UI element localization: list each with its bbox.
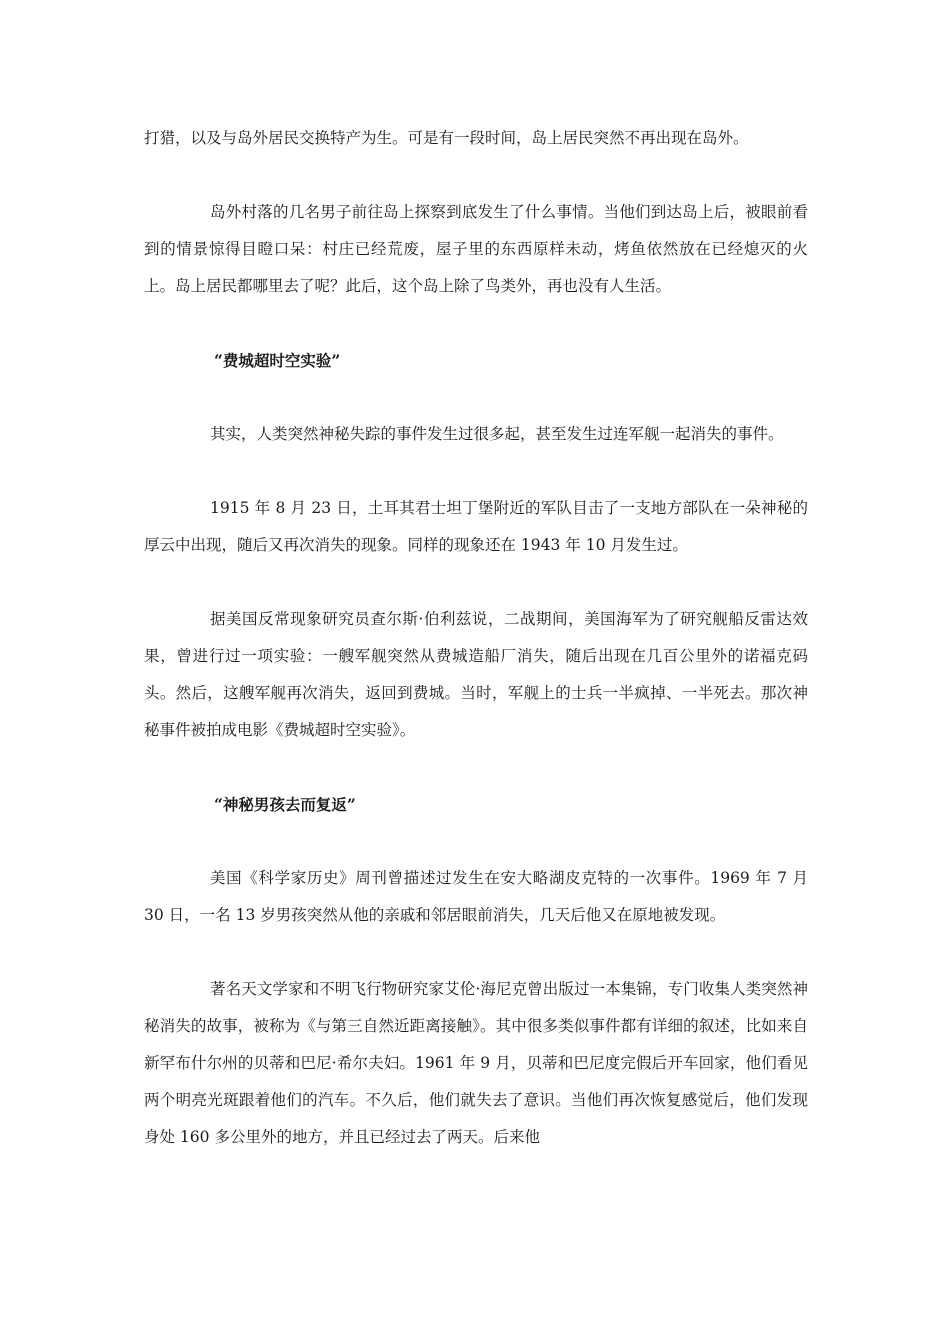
section-heading-philadelphia-experiment: “费城超时空实验” [214, 351, 341, 370]
paragraph-philadelphia-experiment: 据美国反常现象研究员查尔斯·伯利兹说，二战期间，美国海军为了研究舰船反雷达效果，曾进行过一项实验：一艘军舰突然从费城造船厂消失，随后出现在几百公里外的诺福克码头。然后，这艘军舰再次消失，返回到费城。当时，军舰上的士兵一半疯掉、一半死去。那次神秘事件被拍成电影《费城超时空实验》。 [144, 610, 808, 739]
paragraph-1969-boy-event: 美国《科学家历史》周刊曾描述过发生在安大略湖皮克特的一次事件。1969 年 7 月 30 日，一名 13 岁男孩突然从他的亲戚和邻居眼前消失，几天后他又在原地被发现。 [144, 869, 808, 924]
document-body [144, 120, 808, 1156]
paragraph-1915-event: 1915 年 8 月 23 日，土耳其君士坦丁堡附近的军队目击了一支地方部队在一朵神秘的厚云中出现，随后又再次消失的现象。同样的现象还在 1943 年 10 月发生过。 [144, 499, 808, 554]
paragraph-disappearances-intro: 其实，人类突然神秘失踪的事件发生过很多起，甚至发生过连军舰一起消失的事件。 [210, 425, 784, 443]
paragraph-hynek-collection: 著名天文学家和不明飞行物研究家艾伦·海尼克曾出版过一本集锦，专门收集人类突然神秘消失的故事，被称为《与第三自然近距离接触》。其中很多类似事件都有详细的叙述，比如来自新罕布什尔州的贝蒂和巴尼·希尔夫妇。1961 年 9 月，贝蒂和巴尼度完假后开车回家，他们看见两个明亮光斑跟着他们的汽车。不久后，他们就失去了意识。当他们再次恢复感觉后，他们发现身处 160 多公里外的地方，并且已经过去了两天。后来他 [144, 980, 808, 1146]
paragraph-hunting-trade: 打猎，以及与岛外居民交换特产为生。可是有一段时间，岛上居民突然不再出现在岛外。 [144, 129, 749, 147]
section-heading-mysterious-boy: “神秘男孩去而复返” [214, 795, 356, 814]
paragraph-island-exploration: 岛外村落的几名男子前往岛上探察到底发生了什么事情。当他们到达岛上后，被眼前看到的情景惊得目瞪口呆：村庄已经荒废，屋子里的东西原样未动，烤鱼依然放在已经熄灭的火上。岛上居民都哪里去了呢？此后，这个岛上除了鸟类外，再也没有人生活。 [144, 203, 808, 295]
